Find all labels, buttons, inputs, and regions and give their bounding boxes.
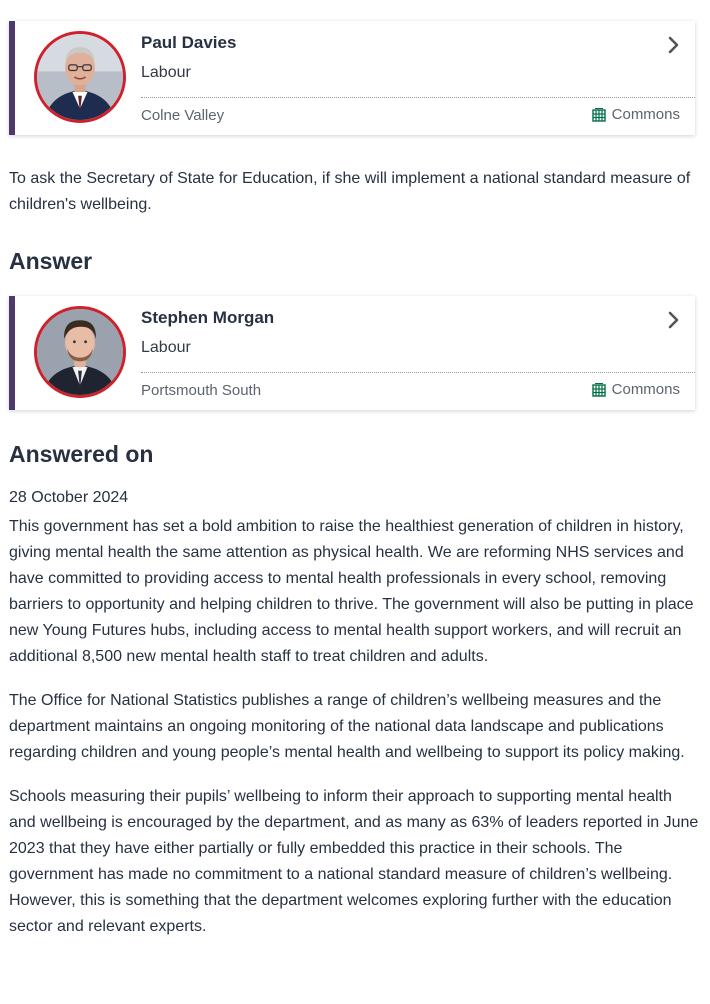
answer-paragraph: The Office for National Statistics publishes a range of children’s wellbeing measures and the department maintains an ongoing monitoring of the national data landscape and publications regarding children and young people’s mental health and wellbeing to support its policy making.: [9, 692, 685, 761]
member-party: Labour: [141, 339, 191, 356]
member-name: Stephen Morgan: [141, 308, 275, 327]
house-name: Commons: [611, 106, 680, 123]
question-member-card[interactable]: [9, 21, 695, 135]
answer-paragraph: This government has set a bold ambition to raise the healthiest generation of children in history, giving mental health the same attention as physical health. We are reforming NHS services and have committed to providing access to mental health professionals in every school, removing barriers to opportunity and helping children to thrive. The government will also be putting in place new Young Futures hubs, including access to mental health support workers, and will recruit an additional 8,500 new mental health staff to treat children and adults.: [9, 518, 694, 665]
card-divider: [141, 372, 695, 373]
portcullis-icon: [592, 108, 606, 122]
avatar-paul-davies: [34, 31, 126, 123]
member-name: Paul Davies: [141, 33, 237, 52]
answer-member-card[interactable]: [9, 296, 695, 410]
question-text: To ask the Secretary of State for Education, if she will implement a national standard measure of children's wellbeing.: [9, 170, 691, 213]
house-name: Commons: [611, 381, 680, 398]
answer-paragraph: Schools measuring their pupils’ wellbeing to inform their approach to supporting mental health and wellbeing is encouraged by the department, and as many as 63% of leaders reported in June 2023 that they have either partially or fully embedded this practice in their schools. The government has made no commitment to a national standard measure of children’s wellbeing. However, this is something that the department welcomes exploring further with the education sector and relevant experts.: [9, 788, 699, 935]
member-party: Labour: [141, 64, 191, 81]
member-constituency: Colne Valley: [141, 107, 225, 124]
member-photo: [37, 309, 123, 395]
answer-body: [9, 514, 701, 958]
chevron-right-icon[interactable]: [667, 35, 681, 55]
chevron-right-icon[interactable]: [667, 310, 681, 330]
house-label: [592, 381, 680, 398]
answered-on-heading: Answered on: [9, 441, 154, 467]
answer-heading: Answer: [9, 248, 93, 274]
card-divider: [141, 97, 695, 98]
avatar-stephen-morgan: [34, 306, 126, 398]
answered-date: 28 October 2024: [9, 489, 129, 506]
member-constituency: Portsmouth South: [141, 382, 262, 399]
portcullis-icon: [592, 383, 606, 397]
house-label: [592, 106, 680, 123]
member-photo: [37, 34, 123, 120]
